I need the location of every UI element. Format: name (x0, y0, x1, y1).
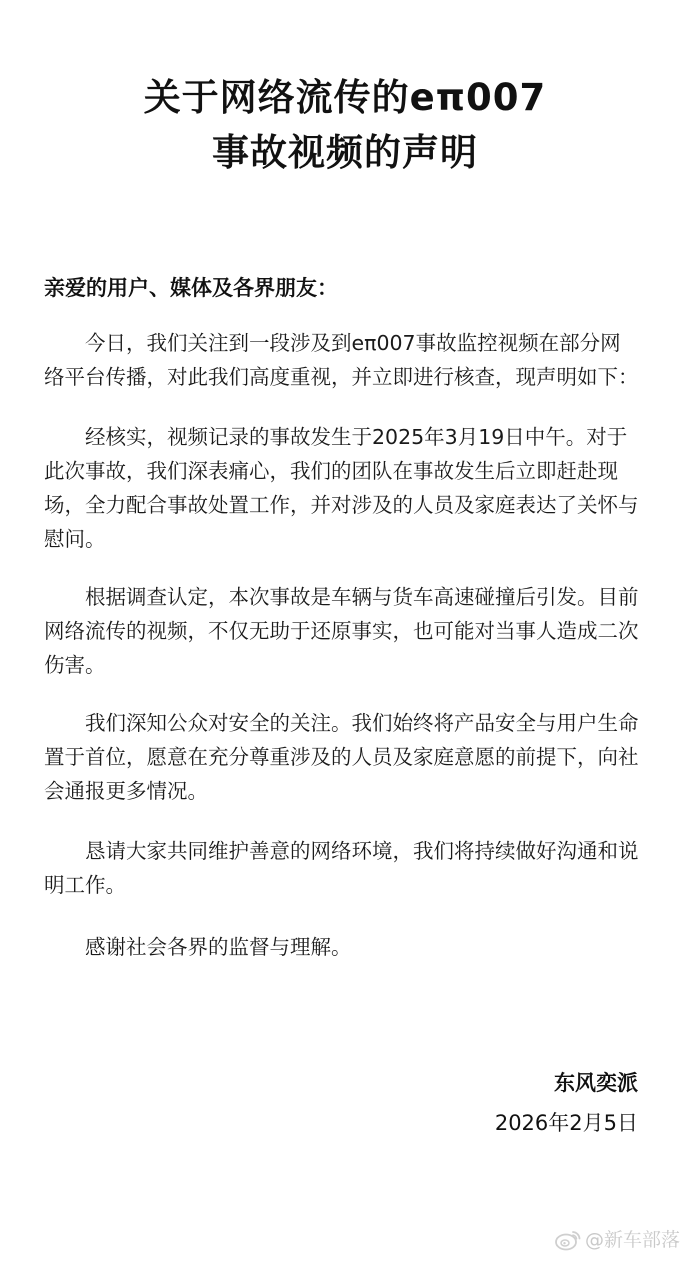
paragraph-6: 感谢社会各界的监督与理解。 (85, 935, 352, 959)
paragraph-3: 根据调查认定，本次事故是车辆与货车高速碰撞后引发。目前网络流传的视频，不仅无助于还原事实，也可能对当事人造成二次伤害。 (44, 585, 639, 677)
signer-name: 东风奕派 (554, 1071, 638, 1095)
weibo-icon (555, 1229, 581, 1251)
statement-title-line-2: 事故视频的声明 (212, 131, 478, 174)
watermark (555, 1228, 680, 1252)
paragraph-4: 我们深知公众对安全的关注。我们始终将产品安全与用户生命置于首位，愿意在充分尊重涉及的人员及家庭意愿的前提下，向社会通报更多情况。 (44, 711, 639, 803)
greeting: 亲爱的用户、媒体及各界朋友： (44, 276, 338, 300)
watermark-text: @新车部落 (584, 1229, 680, 1251)
signature-date: 2026年2月5日 (494, 1111, 638, 1135)
paragraph-1: 今日，我们关注到一段涉及到eπ007事故监控视频在部分网络平台传播，对此我们高度重视，并立即进行核查，现声明如下： (44, 331, 639, 389)
statement-title-line-1: 关于网络流传的eπ007 (143, 76, 547, 119)
paragraph-5: 恳请大家共同维护善意的网络环境，我们将持续做好沟通和说明工作。 (44, 839, 639, 897)
paragraph-2: 经核实，视频记录的事故发生于2025年3月19日中午。对于此次事故，我们深表痛心，我们的团队在事故发生后立即赶赴现场，全力配合事故处置工作，并对涉及的人员及家庭表达了关怀与慰问。 (44, 425, 639, 551)
